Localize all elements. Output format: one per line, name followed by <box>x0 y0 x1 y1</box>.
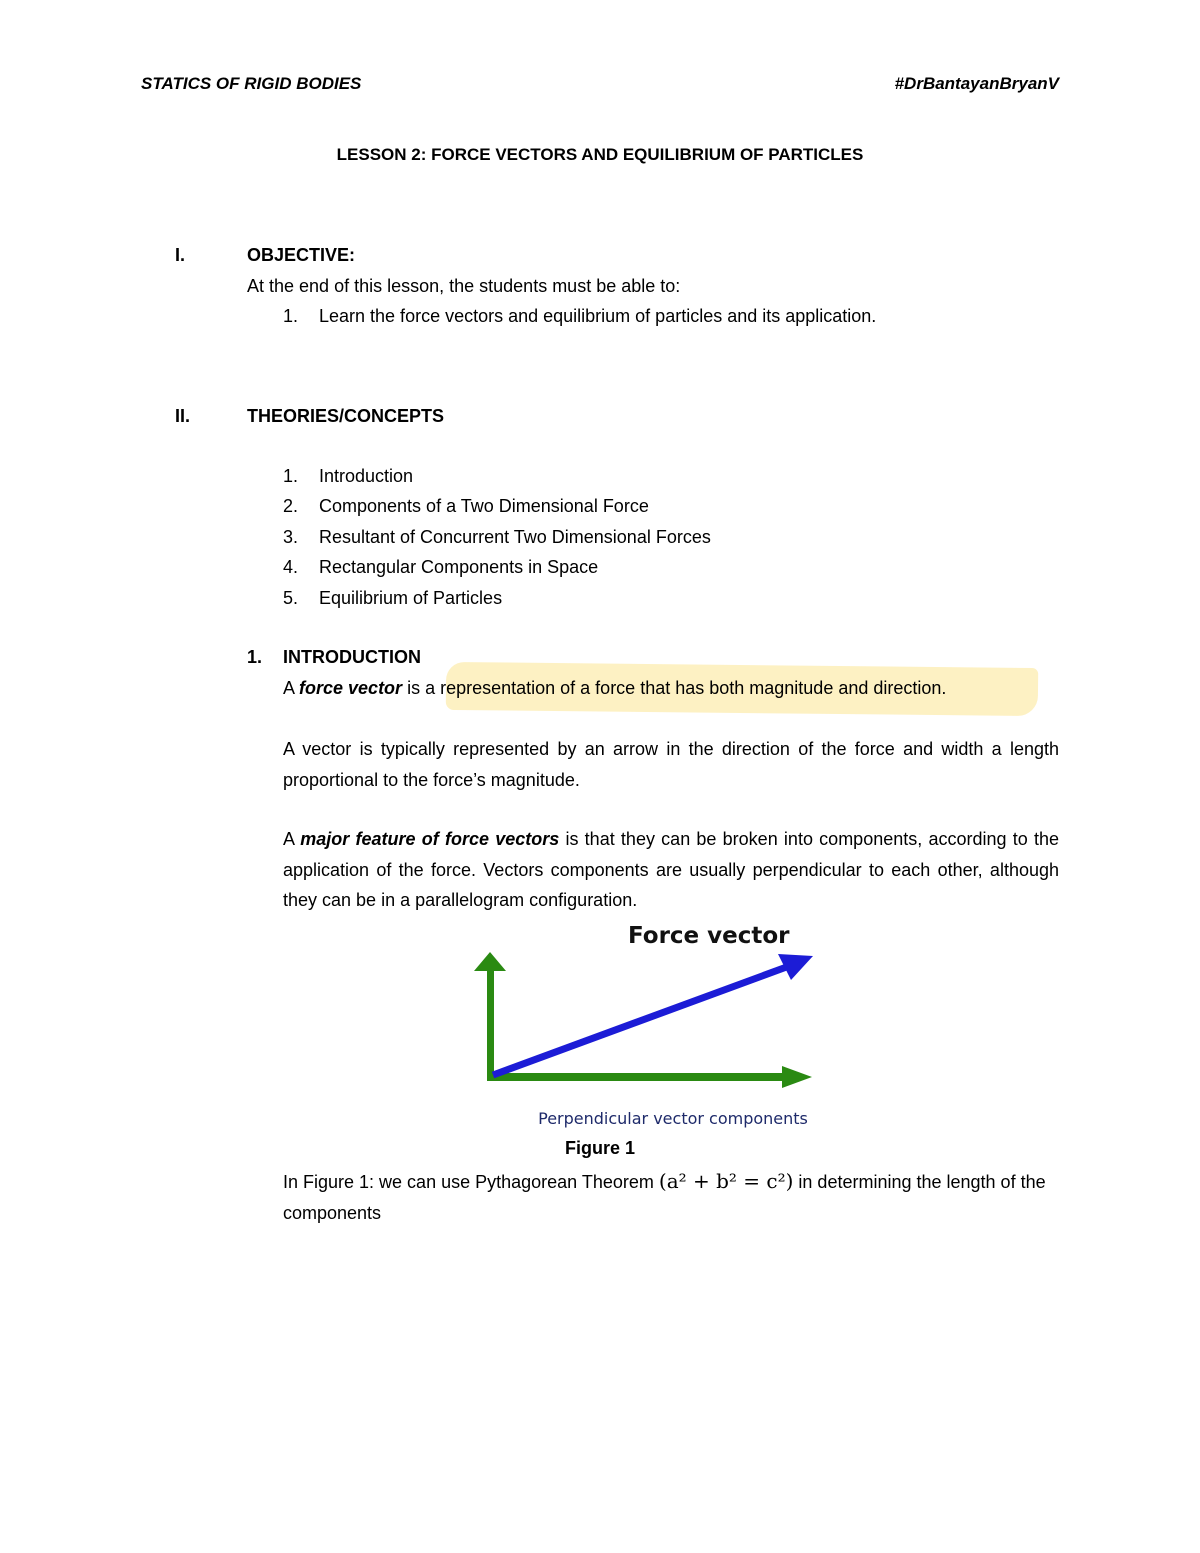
vertical-arrowhead <box>474 952 506 971</box>
force-vector-arrow <box>493 965 792 1075</box>
list-item-text: Rectangular Components in Space <box>319 557 599 577</box>
list-item-text: Learn the force vectors and equilibrium of particles and its application. <box>319 306 877 326</box>
pythagorean-lead: In Figure 1: we can use Pythagorean Theorem <box>283 1172 659 1192</box>
intro-heading: INTRODUCTION <box>283 647 421 667</box>
objective-intro: At the end of this lesson, the students must be able to: <box>247 276 681 296</box>
list-item-text: Resultant of Concurrent Two Dimensional Forces <box>319 527 711 547</box>
list-item-text: Introduction <box>319 466 414 486</box>
p3-rest: is that they can be broken into components, according to the application of the force. Vectors components are usually perpendicular to each other, although they can be in a parallelogram configuration. <box>283 829 1059 910</box>
list-number: 4. <box>283 557 299 577</box>
figure-label-force-vector: Force vector <box>628 923 790 949</box>
lesson-title: LESSON 2: FORCE VECTORS AND EQUILIBRIUM OF PARTICLES <box>336 145 864 164</box>
figure-caption: Figure 1 <box>564 1138 635 1158</box>
header-author-tag: #DrBantayanBryanV <box>894 74 1059 93</box>
p1-rest: is a representation of a force that has both magnitude and direction. <box>402 678 947 698</box>
pythagorean-formula: (a² + b² = c²) <box>658 1169 794 1193</box>
pythagorean-rest: in determining the length of the components <box>283 1172 1046 1223</box>
section-heading-objective: OBJECTIVE: <box>247 245 356 265</box>
concept-list-item <box>283 588 502 609</box>
intro-paragraph-1 <box>283 678 946 699</box>
section-heading-theories: THEORIES/CONCEPTS <box>247 406 445 426</box>
list-number: 1. <box>283 466 299 486</box>
concept-list-item <box>283 557 598 578</box>
force-vector-figure <box>460 918 890 1133</box>
horizontal-arrowhead <box>782 1066 812 1088</box>
objective-item <box>283 306 876 327</box>
list-number: 2. <box>283 496 299 516</box>
intro-number: 1. <box>247 647 263 667</box>
list-number: 5. <box>283 588 299 608</box>
p1-lead: A <box>283 678 300 698</box>
term-major-feature: major feature of force vectors <box>300 829 560 849</box>
concept-list-item <box>283 496 649 517</box>
figure-label-components: Perpendicular vector components <box>538 1109 808 1128</box>
intro-paragraph-3 <box>283 824 1059 916</box>
pythagorean-paragraph <box>283 1166 1059 1228</box>
horizontal-component-arrow <box>487 1073 787 1081</box>
section-numeral-1: I. <box>175 245 186 265</box>
p3-lead: A <box>283 829 301 849</box>
vertical-component-arrow <box>487 968 494 1080</box>
list-number: 3. <box>283 527 299 547</box>
concept-list-item <box>283 527 711 548</box>
term-force-vector: force vector <box>299 678 403 698</box>
intro-paragraph-2: A vector is typically represented by an arrow in the direction of the force and width a length proportional to the force’s magnitude. <box>283 739 1059 790</box>
concept-list-item <box>283 466 413 487</box>
list-number: 1. <box>283 306 299 326</box>
list-item-text: Equilibrium of Particles <box>319 588 503 608</box>
header-course-title: STATICS OF RIGID BODIES <box>141 74 362 93</box>
list-item-text: Components of a Two Dimensional Force <box>319 496 649 516</box>
section-numeral-2: II. <box>175 406 191 426</box>
